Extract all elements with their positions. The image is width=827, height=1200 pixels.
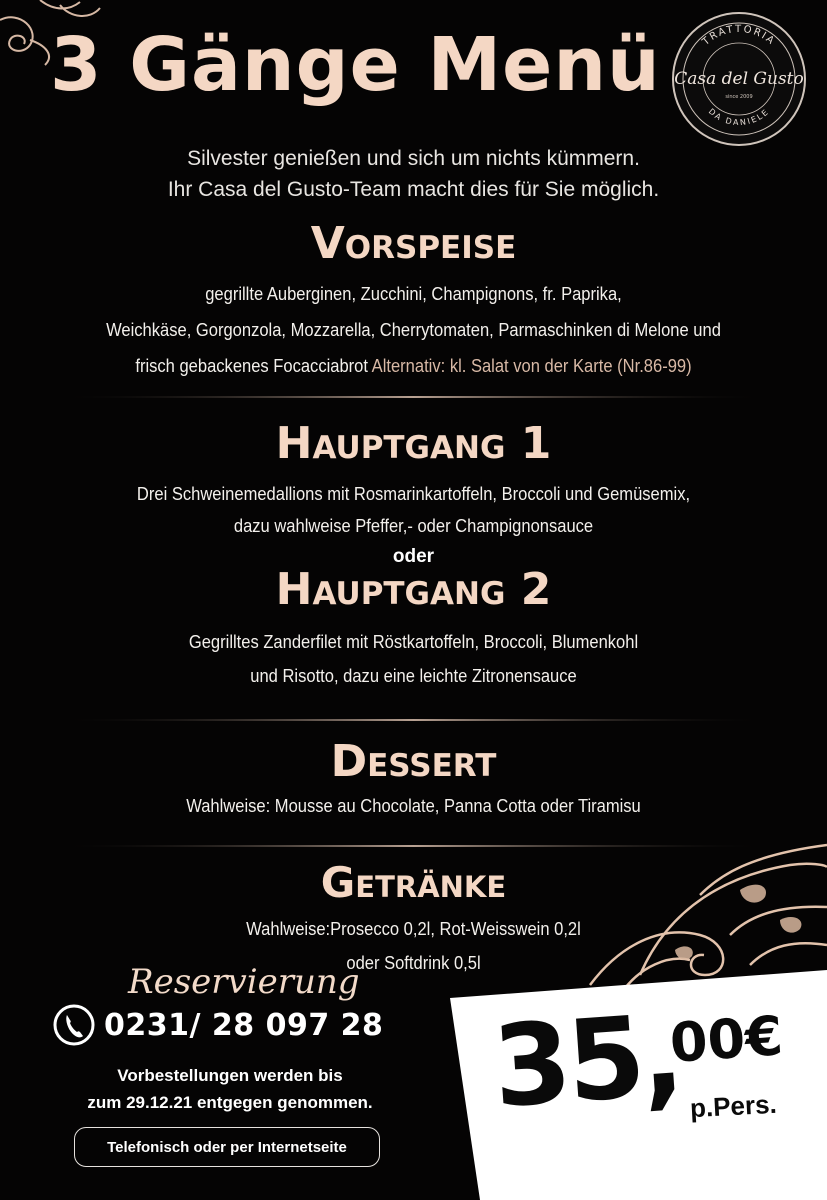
- hauptgang2-line: und Risotto, dazu eine leichte Zitronensauce: [250, 666, 577, 686]
- hauptgang2-heading: Hauptgang 2: [275, 564, 552, 615]
- vorspeise-description: [0, 276, 827, 384]
- price-cents: 00€: [667, 1004, 785, 1075]
- divider: [55, 719, 772, 721]
- getraenke-line: oder Softdrink 0,5l: [346, 953, 481, 973]
- intro-line: Silvester genießen und sich um nichts kümmern.: [187, 147, 640, 170]
- price-euros: 35,: [488, 990, 684, 1133]
- hauptgang2-description: [0, 625, 827, 693]
- vorspeise-line: [34, 348, 794, 384]
- page-title: 3 Gänge Menü: [50, 22, 661, 108]
- dessert-line: Wahlweise: Mousse au Chocolate, Panna Cotta oder Tiramisu: [186, 796, 641, 816]
- svg-text:Casa del Gusto: Casa del Gusto: [674, 69, 804, 89]
- hauptgang1-line: dazu wahlweise Pfeffer,- oder Champignonsauce: [233, 516, 594, 536]
- contact-button[interactable]: Telefonisch oder per Internetseite: [74, 1127, 380, 1167]
- svg-text:DA DANIELE: DA DANIELE: [706, 106, 772, 128]
- vorspeise-alternative: Alternativ: kl. Salat von der Karte (Nr.86-99): [371, 356, 692, 376]
- hauptgang2-line: Gegrilltes Zanderfilet mit Röstkartoffeln, Broccoli, Blumenkohl: [188, 632, 639, 652]
- preorder-note: [40, 1062, 420, 1116]
- phone-number[interactable]: 0231/ 28 097 28: [104, 1008, 384, 1043]
- restaurant-logo: [670, 10, 808, 148]
- divider: [55, 396, 772, 398]
- price-unit: p.Pers.: [689, 1088, 778, 1124]
- dessert-heading: Dessert: [330, 736, 497, 787]
- preorder-line: zum 29.12.21 entgegen genommen.: [87, 1093, 373, 1112]
- hauptgang1-heading: Hauptgang 1: [275, 418, 552, 469]
- reservation-label: Reservierung: [128, 962, 360, 1002]
- getraenke-heading: Getränke: [320, 858, 507, 907]
- preorder-line: Vorbestellungen werden bis: [117, 1066, 343, 1085]
- vorspeise-line: Weichkäse, Gorgonzola, Mozzarella, Cherrytomaten, Parmaschinken di Melone und: [106, 320, 721, 340]
- phone-icon: [52, 1003, 96, 1047]
- vorspeise-heading: Vorspeise: [310, 218, 517, 269]
- oder-label: oder: [392, 546, 435, 567]
- dessert-description: [0, 792, 827, 820]
- svg-text:TRATTORIA: TRATTORIA: [700, 23, 778, 48]
- vorspeise-focaccia: frisch gebackenes Focacciabrot: [135, 356, 368, 376]
- intro-text: [0, 143, 827, 205]
- hauptgang1-description: [0, 478, 827, 542]
- getraenke-line: Wahlweise:Prosecco 0,2l, Rot-Weisswein 0,2l: [246, 919, 581, 939]
- svg-text:since 2009: since 2009: [725, 94, 753, 100]
- intro-line: Ihr Casa del Gusto-Team macht dies für Sie möglich.: [167, 178, 660, 201]
- hauptgang1-line: Drei Schweinemedallions mit Rosmarinkartoffeln, Broccoli und Gemüsemix,: [136, 484, 691, 504]
- vorspeise-line: gegrillte Auberginen, Zucchini, Champignons, fr. Paprika,: [205, 284, 622, 304]
